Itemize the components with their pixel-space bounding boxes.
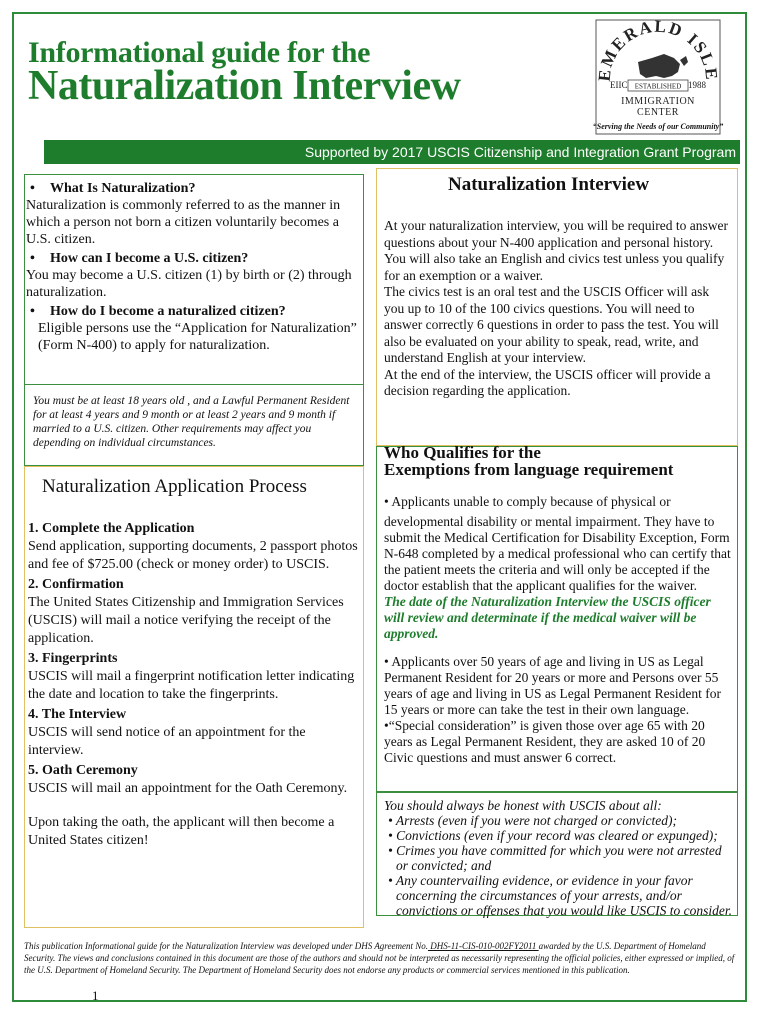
qualifies-title-line1: Who Qualifies for the xyxy=(384,443,541,462)
page-title-line2: Naturalization Interview xyxy=(28,63,461,109)
interview-body xyxy=(384,218,732,400)
step-text: Send application, supporting documents, 2 passport photos and fee of $725.00 (check or money order) to USCIS. xyxy=(28,539,358,572)
medical-waiver-note: The date of the Naturalization Interview the USCIS officer will review and determinate if the medical waiver will be approved. xyxy=(384,594,711,641)
interview-paragraph: At your naturalization interview, you will be required to answer questions about your N-400 application and personal history. xyxy=(384,218,729,250)
step-title: 3. Fingerprints xyxy=(28,651,118,666)
qualifies-title xyxy=(384,444,734,478)
footer-post: awarded by the U.S. Department of Homeland Security. The views and conclusions contained in this document are those of the authors and should not be interpreted as necessarily representing the official policies, either expressed or implied, of the U.S. Department of Homeland Security. The Department of Homeland Security does not endorse any products or commercial services mentioned in this publication. xyxy=(24,941,735,975)
page-number: 1 xyxy=(92,988,99,1003)
honesty-item: • Convictions (even if your record was cleared or expunged); xyxy=(388,828,718,843)
faq-answer: You may become a U.S. citizen (1) by birth or (2) through naturalization. xyxy=(26,268,352,300)
qualifies-title-line2: Exemptions from language requirement xyxy=(384,460,674,479)
honesty-item: • Crimes you have committed for which you were not arrested or convicted; and xyxy=(388,843,722,873)
honesty-item: • Any countervailing evidence, or evidence in your favor concerning the circumstances of your arrests, and/or convictions or offenses that you would like USCIS to consider. xyxy=(388,873,732,918)
page-title-line1: Informational guide for the xyxy=(28,36,371,69)
faq-question: • What Is Naturalization? xyxy=(26,180,362,197)
interview-title: Naturalization Interview xyxy=(448,174,650,195)
requirements-note: You must be at least 18 years old , and a Lawful Permanent Resident for at least 4 years and 9 month or at least 2 years and 9 month if married to a U.S. citizen. Other requirements may affect you depending on individual circumstances. xyxy=(33,395,350,449)
map-northeast-shape xyxy=(680,56,688,66)
interview-paragraph: At the end of the interview, the USCIS officer will provide a decision regarding the application. xyxy=(384,366,711,398)
qualifies-body xyxy=(384,494,732,766)
logo-year: 1988 xyxy=(688,80,706,90)
emerald-isle-logo xyxy=(594,18,722,136)
footer-pre: This publication Informational guide for the Naturalization Interview was developed under DHS Agreement No. xyxy=(24,941,428,951)
honesty-intro: You should always be honest with USCIS about all: xyxy=(384,798,662,813)
faq-answer: Naturalization is commonly referred to as the manner in which a person not born a citizen voluntarily becomes a U.S. citizen. xyxy=(26,198,341,247)
process-title: Naturalization Application Process xyxy=(42,476,307,497)
us-map-shape xyxy=(638,54,680,78)
faq-question: • How do I become a naturalized citizen? xyxy=(26,303,362,320)
step-title: 5. Oath Ceremony xyxy=(28,763,138,778)
logo-ribbon: ESTABLISHED xyxy=(634,82,682,91)
qualifies-bullet: •“Special consideration” is given those over age 65 with 20 years as Legal Permanent Resident, they are asked 10 of 20 Civic questions and must answer 6 correct. xyxy=(384,718,706,765)
logo-left-mark: EIIC xyxy=(610,80,628,90)
step-text: USCIS will send notice of an appointment for the interview. xyxy=(28,725,306,758)
step-text: USCIS will mail an appointment for the Oath Ceremony. xyxy=(28,781,348,796)
logo-name-arc: EMERALD ISLE xyxy=(594,18,722,83)
qualifies-bullet-cont: developmental disability or mental impairment. They have to submit the Medical Certification for Disability Exception, Form N-648 completed by a medical professional who can certify that the patient meets the criteria and will only be accepted if the doctor establish that the applicant qualifies for the waiver. xyxy=(384,514,731,593)
step-title: 2. Confirmation xyxy=(28,577,124,592)
interview-paragraph: You will also take an English and civics test unless you qualify for an exemption or a waiver. xyxy=(384,251,725,283)
process-steps xyxy=(28,520,362,852)
disclaimer-footer xyxy=(24,940,736,976)
qualifies-bullet: • Applicants unable to comply because of physical or xyxy=(384,494,671,509)
qualifies-bullet: • Applicants over 50 years of age and living in US as Legal Permanent Resident for 20 years or more and Persons over 55 years of age and living in US as Legal Permanent Resident for 15 years or more can take the test in their own language. xyxy=(384,654,722,717)
step-title: 1. Complete the Application xyxy=(28,521,195,536)
grant-banner: Supported by 2017 USCIS Citizenship and Integration Grant Program xyxy=(44,140,740,164)
honesty-section xyxy=(384,798,734,918)
faq-question: • How can I become a U.S. citizen? xyxy=(26,250,362,267)
step-text: The United States Citizenship and Immigration Services (USCIS) will mail a notice verifying the receipt of the application. xyxy=(28,595,344,646)
logo-tagline: “Serving the Needs of our Community” xyxy=(592,122,724,131)
step-text: USCIS will mail a fingerprint notification letter indicating the date and location to take the fingerprints. xyxy=(28,669,355,702)
honesty-item: • Arrests (even if you were not charged or convicted); xyxy=(388,813,678,828)
agreement-number: DHS-11-CIS-010-002FY2011 xyxy=(427,941,539,951)
interview-paragraph: The civics test is an oral test and the USCIS Officer will ask you up to 10 of the 100 civics questions. You will need to answer correctly 6 questions in order to pass the test. You will also be evaluated on your ability to speak, read, write, and understand English at your interview. xyxy=(384,284,719,365)
logo-line1: IMMIGRATION xyxy=(621,96,695,107)
step-title: 4. The Interview xyxy=(28,707,127,722)
faq-answer: Eligible persons use the “Application for Naturalization” (Form N-400) to apply for naturalization. xyxy=(38,321,357,353)
logo-line2: CENTER xyxy=(637,107,679,118)
process-closing: Upon taking the oath, the applicant will then become a United States citizen! xyxy=(28,815,335,848)
faq-section xyxy=(26,180,362,356)
